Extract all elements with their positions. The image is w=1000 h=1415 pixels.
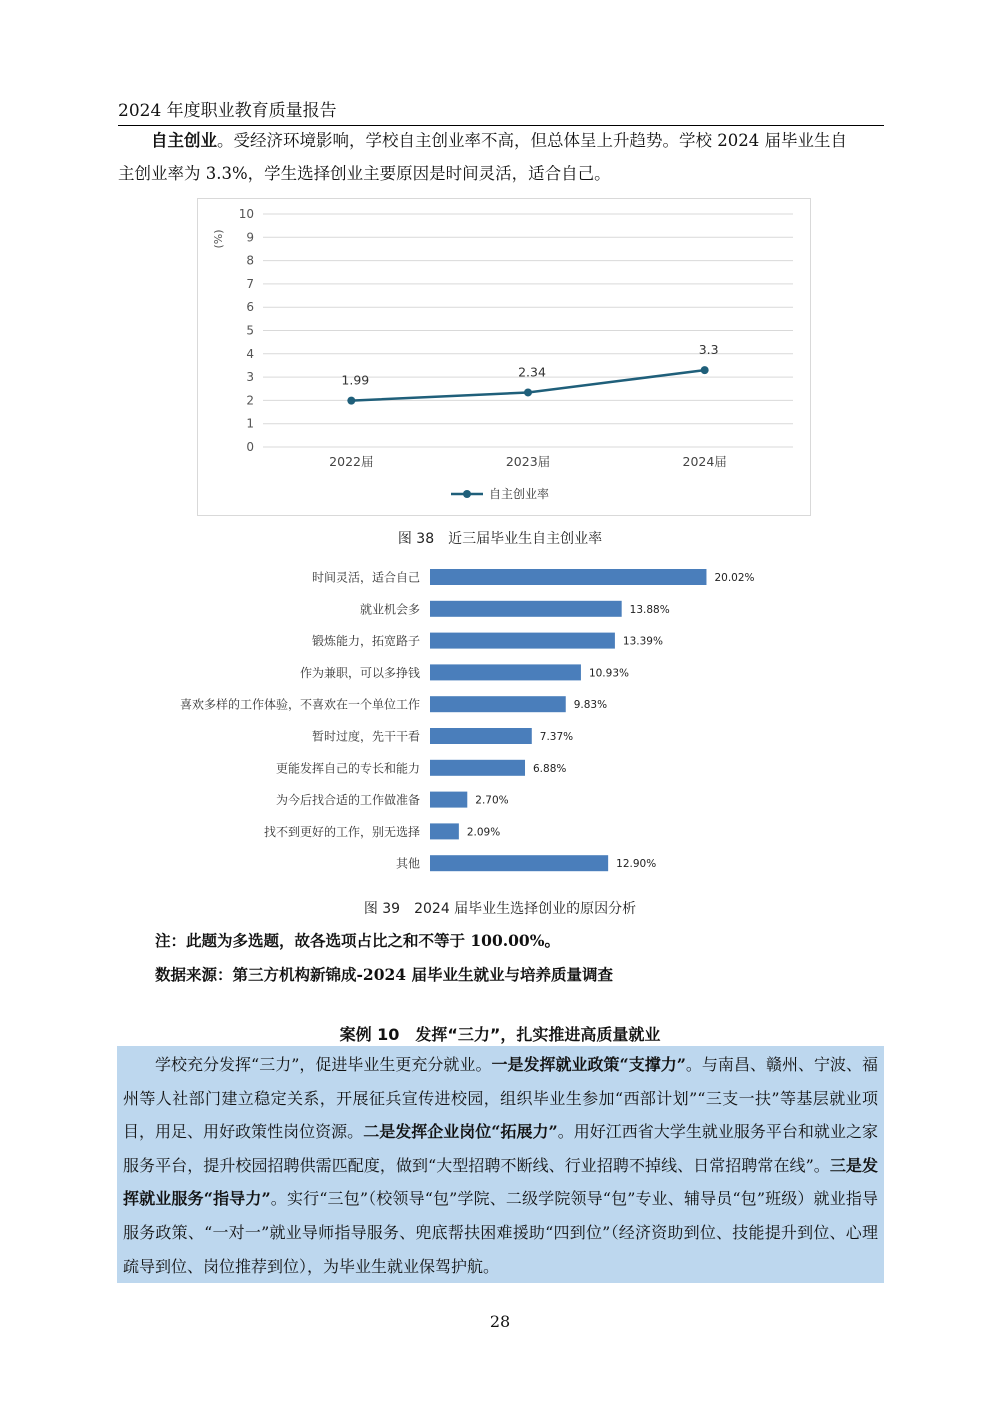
bar-value-label: 13.88%	[629, 603, 670, 616]
bar-value-label: 6.88%	[533, 762, 567, 775]
bar	[430, 601, 622, 617]
bar	[430, 633, 615, 649]
y-tick-label: 5	[246, 323, 254, 338]
bar-category-label: 喜欢多样的工作体验，不喜欢在一个单位工作	[179, 697, 420, 712]
data-label: 2.34	[518, 364, 546, 380]
note-multiselect: 注：此题为多选题，故各选项占比之和不等于 100.00%。	[155, 931, 560, 950]
intro-heading: 自主创业	[151, 131, 217, 150]
figure39-caption	[0, 898, 1000, 918]
bar	[430, 760, 525, 776]
y-tick-label: 3	[246, 370, 254, 385]
y-tick-label: 4	[246, 346, 254, 361]
data-point	[524, 388, 532, 396]
intro-line1: 。受经济环境影响，学校自主创业率不高，但总体呈上升趋势。学校 2024 届毕业生自	[217, 131, 847, 150]
line-chart	[198, 199, 810, 515]
bar-category-label: 其他	[395, 856, 420, 871]
bar-value-label: 2.09%	[466, 826, 501, 839]
bar	[430, 823, 459, 839]
report-title: 2024 年度职业教育质量报告	[118, 101, 337, 121]
y-axis-label: (%)	[212, 229, 225, 249]
case-point-1: 一是发挥就业政策“支撑力”	[491, 1055, 686, 1074]
bar	[430, 792, 467, 808]
bar-category-label: 作为兼职，可以多挣钱	[299, 665, 420, 680]
bar-chart	[150, 560, 850, 880]
x-tick-label: 2023届	[505, 454, 551, 469]
intro-paragraph	[118, 124, 884, 157]
x-tick-label: 2022届	[329, 454, 374, 469]
figure39-caption-text: 图 39 2024 届毕业生选择创业的原因分析	[363, 901, 637, 917]
bar-value-label: 10.93%	[588, 667, 629, 680]
bar-category-label: 就业机会多	[359, 602, 420, 617]
intro-paragraph-cont	[118, 157, 884, 190]
bar-value-label: 12.90%	[616, 858, 657, 871]
case-text-3: 。用好江西省大学生就业服务平台和就业之家服务平台，提升校园招聘供需匹配度，做到“大型招聘不断线、行业招聘不掉线、日常招聘常在线”。	[123, 1122, 878, 1175]
bar-category-label: 为今后找合适的工作做准备	[275, 793, 420, 808]
bar	[430, 569, 706, 585]
note-data-source: 数据来源：第三方机构新锦成-2024 届毕业生就业与培养质量调查	[155, 965, 613, 984]
bar-category-label: 找不到更好的工作，别无选择	[263, 824, 420, 839]
y-tick-label: 1	[246, 416, 254, 431]
case-point-3: 三是发挥就业服务“指导力”	[123, 1155, 878, 1209]
case-text-4: 。实行“三包”（校领导“包”学院、二级学院领导“包”专业、辅导员“包”班级）就业指导服务政策、“一对一”就业导师指导服务、兜底帮扶困难援助“四到位”（经济资助到位、技能提升到位、心理疏导到位、岗位推荐到位），为毕业生就业保驾护航。	[123, 1189, 878, 1276]
case-point-2: 二是发挥企业岗位“拓展力”	[363, 1122, 558, 1142]
legend-label: 自主创业率	[489, 487, 550, 501]
bar-value-label: 13.39%	[622, 635, 663, 648]
bar-category-label: 更能发挥自己的专长和能力	[275, 761, 420, 776]
bar-value-label: 9.83%	[573, 699, 608, 712]
case-text-1: 学校充分发挥“三力”，促进毕业生更充分就业。	[155, 1055, 492, 1074]
data-point	[701, 366, 709, 374]
page-number: 28	[489, 1312, 511, 1331]
figure38-caption	[0, 528, 1000, 548]
bar-value-label: 7.37%	[539, 731, 574, 743]
bar-value-label: 20.02%	[714, 572, 755, 584]
data-point	[347, 397, 355, 405]
y-tick-label: 8	[246, 253, 254, 268]
case-title: 案例 10 发挥“三力”，扎实推进高质量就业	[339, 1025, 661, 1044]
bar-value-label: 2.70%	[475, 794, 509, 807]
bar	[430, 664, 581, 680]
y-tick-label: 6	[246, 300, 254, 315]
case-box	[117, 1046, 884, 1283]
y-tick-label: 2	[246, 393, 254, 408]
bar-category-label: 时间灵活，适合自己	[311, 570, 420, 585]
y-tick-label: 10	[238, 207, 254, 221]
intro-line2: 主创业率为 3.3%，学生选择创业主要原因是时间灵活，适合自己。	[118, 164, 611, 183]
x-tick-label: 2024届	[682, 454, 727, 469]
bar	[430, 728, 532, 744]
bar	[430, 855, 608, 871]
bar	[430, 696, 566, 712]
y-tick-label: 7	[246, 276, 254, 291]
data-label: 3.3	[698, 342, 719, 358]
case-text	[117, 1046, 884, 1283]
y-tick-label: 9	[246, 230, 254, 245]
y-tick-label: 0	[246, 440, 254, 454]
bar-category-label: 锻炼能力，拓宽路子	[311, 634, 420, 649]
case-text-2: 。与南昌、赣州、宁波、福州等人社部门建立稳定关系，开展征兵宣传进校园，组织毕业生参加“西部计划”“三支一扶”等基层就业项目，用足、用好政策性岗位资源。	[123, 1055, 878, 1142]
legend-marker	[463, 490, 471, 498]
data-label: 1.99	[341, 372, 370, 388]
figure38-caption-text: 图 38 近三届毕业生自主创业率	[397, 531, 603, 547]
page-header	[118, 96, 884, 126]
line-chart-frame	[197, 198, 811, 516]
bar-category-label: 暂时过度，先干干看	[311, 729, 420, 744]
